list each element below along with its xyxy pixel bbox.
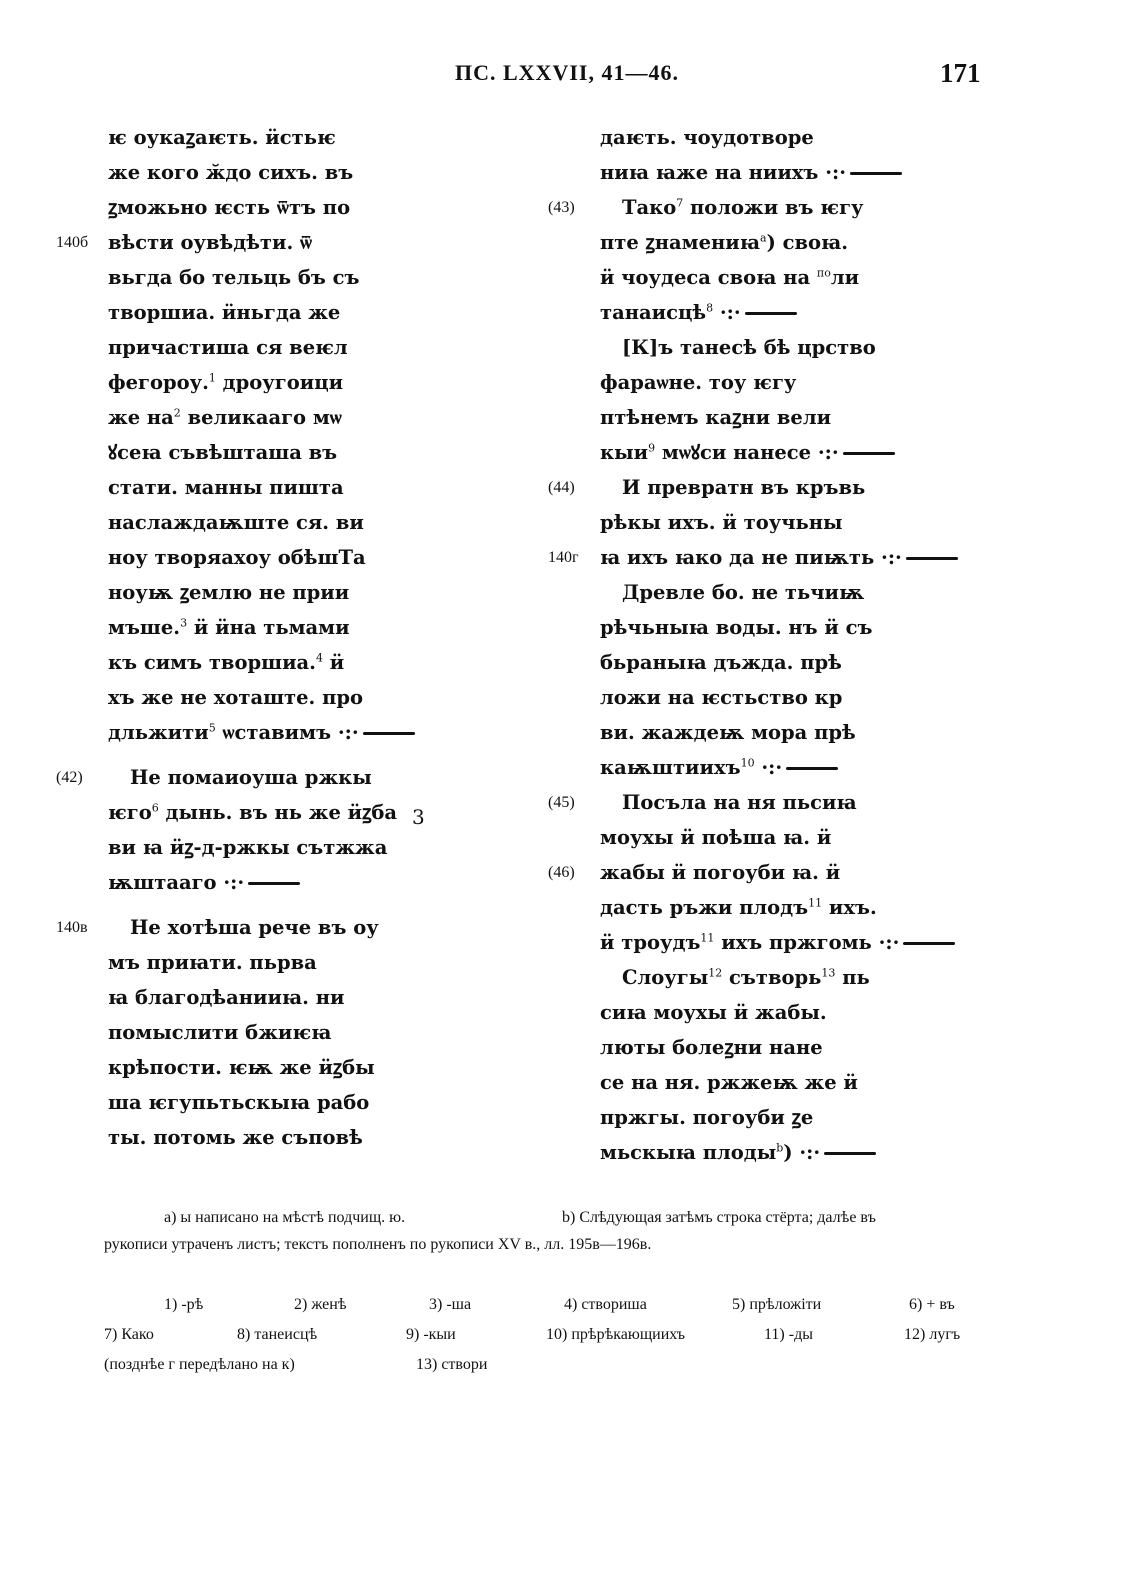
end-mark: ·:· <box>881 546 902 569</box>
variant-2: 2) женѣ <box>294 1296 347 1313</box>
footnote-ref: 8 <box>706 301 714 315</box>
text-line: 140в Не хотѣша рече въ оу <box>56 910 436 945</box>
text-line: фегороу.$^1$ дроугоици <box>108 371 344 394</box>
text-line: ӥ чоудеса своꙗ на $^{по}$ли <box>600 266 860 289</box>
variant-5: 5) прѣложіти <box>732 1296 822 1313</box>
text-line: ѥго$^6$ дынь. въ нь же ӥꙁба <box>108 801 397 824</box>
footnote-ref: 3 <box>180 616 188 630</box>
text-line: ꙗ благодѣанииꙗ. ни <box>108 986 345 1009</box>
text-line: бьраныꙗ дъжда. прѣ <box>600 651 842 674</box>
text-line: ꙁможьно ѥсть ѿтъ по <box>108 196 351 219</box>
end-mark: ·:· <box>799 1141 821 1164</box>
text-line: даѥть. чоудотворе <box>600 126 814 149</box>
variant-7: 7) Како <box>104 1326 154 1343</box>
text-line: люты болеꙁни нане <box>600 1036 823 1059</box>
text-line: кыи$^9$ мѡꙋси нанесе ·:· <box>548 435 938 470</box>
variant-6: 6) + въ <box>909 1296 955 1313</box>
text-line: (42) Не помаиоуша ржкы <box>56 760 436 795</box>
end-mark: ·:· <box>719 301 741 324</box>
text-line: ноу творяахоу обѣшТа <box>108 546 366 569</box>
variant-13: 13) створи <box>416 1356 488 1373</box>
footnote-ref: 9 <box>648 441 656 455</box>
text-line: пте ꙁнамениꙗ$^a$) своꙗ. <box>600 231 849 254</box>
text-line: Древле бо. не тьчиѭ <box>622 581 865 604</box>
footnote-ref: 2 <box>173 406 181 420</box>
text-line: дасть ръжи плодъ$^{11}$ ихъ. <box>600 896 877 919</box>
superscript: по <box>816 266 831 280</box>
text-line: хъ же не хоташте. про <box>108 686 364 709</box>
end-dash <box>824 1152 876 1155</box>
footnote-ref: 5 <box>208 721 216 735</box>
text-line: (45) Посъла на ня пьсиꙗ <box>548 785 938 820</box>
text-line: мъ приꙗти. пьрва <box>108 951 317 974</box>
verse-number: (45) <box>548 794 575 811</box>
end-mark: ·:· <box>825 161 846 184</box>
text-line: ша ѥгупьтьскыꙗ рабо <box>108 1091 370 1114</box>
folio-marker: 140г <box>548 549 579 566</box>
variant-readings <box>104 1296 984 1396</box>
variant-9: 9) -кыи <box>406 1326 456 1343</box>
text-line: [К]ъ танесѣ бѣ црство <box>622 336 876 359</box>
text-line: (44) И превратн въ кръвь <box>548 470 938 505</box>
text-line: стати. манны пишта <box>108 476 344 499</box>
variant-12: 12) лугъ <box>904 1326 961 1343</box>
text-line: мъше.$^3$ ӥ ӥна тьмами <box>108 616 350 639</box>
end-dash <box>843 452 895 455</box>
text-line: творшиа. ӥньгда же <box>108 301 341 324</box>
variant-12-note: (позднѣе г передѣлано на к) <box>104 1356 295 1373</box>
footnote-ref: b <box>776 1141 784 1155</box>
text-line: вьгда бо тельць бъ съ <box>108 266 360 289</box>
text-line: ви. жаждеѭ мора прѣ <box>600 721 856 744</box>
footnote-ref: 12 <box>708 966 723 980</box>
text-line: фараѡне. тоу ѥгу <box>600 371 797 394</box>
end-mark: ·:· <box>761 756 783 779</box>
footnote-ref: a <box>760 231 767 245</box>
variant-8: 8) танеисцѣ <box>237 1326 318 1343</box>
end-mark: ·:· <box>337 721 359 744</box>
verse-number: (43) <box>548 199 575 216</box>
variant-11: 11) -ды <box>764 1326 813 1343</box>
text-line: ложи на ѥстьство кр <box>600 686 843 709</box>
text-line: же кого ӂдо сихъ. въ <box>108 161 354 184</box>
text-line: (43) Тако$^7$ положи въ ѥгу <box>548 190 938 225</box>
variant-10: 10) прѣрѣкающиихъ <box>546 1326 685 1343</box>
text-line: 140г ꙗ ихъ ꙗко да не пиѭть ·:· <box>548 540 938 575</box>
footnote-ref: 11 <box>700 931 715 945</box>
footnote-ref: 11 <box>808 896 823 910</box>
text-line: помыслити бжиѥꙗ <box>108 1021 332 1044</box>
end-dash <box>248 882 300 885</box>
page-number: 171 <box>940 58 981 88</box>
text-line: же $на^2$ великааго мѡ <box>108 406 342 429</box>
end-dash <box>363 732 415 735</box>
footnote-a: a) ы написано на мѣстѣ подчищ. ю. <box>164 1209 406 1226</box>
text-line: 140б вѣсти оувѣдѣти. ѿ <box>56 225 436 260</box>
end-dash <box>903 942 955 945</box>
variant-3: 3) -ша <box>429 1296 472 1313</box>
footnote-ref: 7 <box>676 196 684 210</box>
text-line: сиꙗ моухы ӥ жабы. <box>600 1001 827 1024</box>
verse-number: (46) <box>548 864 575 881</box>
end-dash <box>745 312 797 315</box>
text-line: дльжити$^5$ ѡставимъ ·:· <box>56 715 436 750</box>
end-dash <box>906 557 958 560</box>
variant-1: 1) -рѣ <box>164 1296 204 1313</box>
text-line: ниꙗ ꙗже на ниихъ ·:· <box>548 155 938 190</box>
text-line: мьскыꙗ плоды$^b$) ·:· <box>548 1135 938 1170</box>
stray-mark: 3 <box>412 805 425 829</box>
footnote-ref: 6 <box>151 801 159 815</box>
verse-number: (42) <box>56 769 83 786</box>
text-line: Слоугы$^{12}$ сътворь$^{13}$ пь <box>622 966 870 989</box>
text-line: къ симъ творшиа.$^4$ ӥ <box>108 651 345 674</box>
text-line: ѭштааго ·:· <box>56 865 436 900</box>
folio-marker: 140б <box>56 234 89 251</box>
text-line: птѣнемъ каꙁни вели <box>600 406 832 429</box>
text-line: ѥ оукаꙁаѥть. ӥстьѥ <box>108 126 336 149</box>
text-line: пржгы. погоуби ꙁе <box>600 1106 814 1129</box>
folio-marker: 140в <box>56 919 88 936</box>
text-line: каѭштиихъ$^{10}$ ·:· <box>548 750 938 785</box>
end-mark: ·:· <box>817 441 839 464</box>
footnote-b-continued: рукописи утраченъ листъ; текстъ пополненъ по рукописи XV в., лл. 195в—196в. <box>104 1236 652 1253</box>
verse-number: (44) <box>548 479 575 496</box>
text-line: ты. потомь же съповѣ <box>108 1126 363 1149</box>
text-line: наслаждаѭште ся. ви <box>108 511 364 534</box>
text-line: (46) жабы ӥ погоуби ꙗ. ӥ <box>548 855 938 890</box>
text-line: причастиша ся веѥл <box>108 336 348 359</box>
text-line: рѣкы ихъ. ӥ тоучьны <box>600 511 843 534</box>
end-mark: ·:· <box>878 931 900 954</box>
text-line: ноуѭ ꙁемлю не прии <box>108 581 350 604</box>
text-line: моухы ӥ поѣша ꙗ. ӥ <box>600 826 832 849</box>
text-line: танаисцѣ$^8$ ·:· <box>548 295 938 330</box>
footnote-ref: 13 <box>821 966 836 980</box>
text-line: ви ꙗ ӥꙁ-д-ржкы сътжжа <box>108 836 388 859</box>
text-line: ӥ троудъ$^{11}$ ихъ пржгомь ·:· <box>548 925 938 960</box>
footnote-b: b) Слѣдующая затѣмъ строка стёрта; далѣе въ <box>562 1209 876 1226</box>
running-head: ПС. LXXVII, 41—46. <box>455 60 679 85</box>
text-line: рѣчьныꙗ воды. нъ ӥ съ <box>600 616 873 639</box>
variant-4: 4) створиша <box>564 1296 647 1313</box>
text-line: ꙋсеꙗ съвѣшташа въ <box>108 441 338 464</box>
footnote-ref: 4 <box>315 651 323 665</box>
footnote-ref: 1 <box>208 371 216 385</box>
text-line: се на ня. ржжеѭ же ӥ <box>600 1071 858 1094</box>
end-dash <box>850 172 902 175</box>
end-dash <box>786 767 838 770</box>
right-column <box>548 120 938 1170</box>
footnote-ref: 10 <box>740 756 755 770</box>
text-line: крѣпости. ѥѭ же ӥꙁбы <box>108 1056 375 1079</box>
end-mark: ·:· <box>223 871 245 894</box>
left-column <box>56 120 436 1155</box>
